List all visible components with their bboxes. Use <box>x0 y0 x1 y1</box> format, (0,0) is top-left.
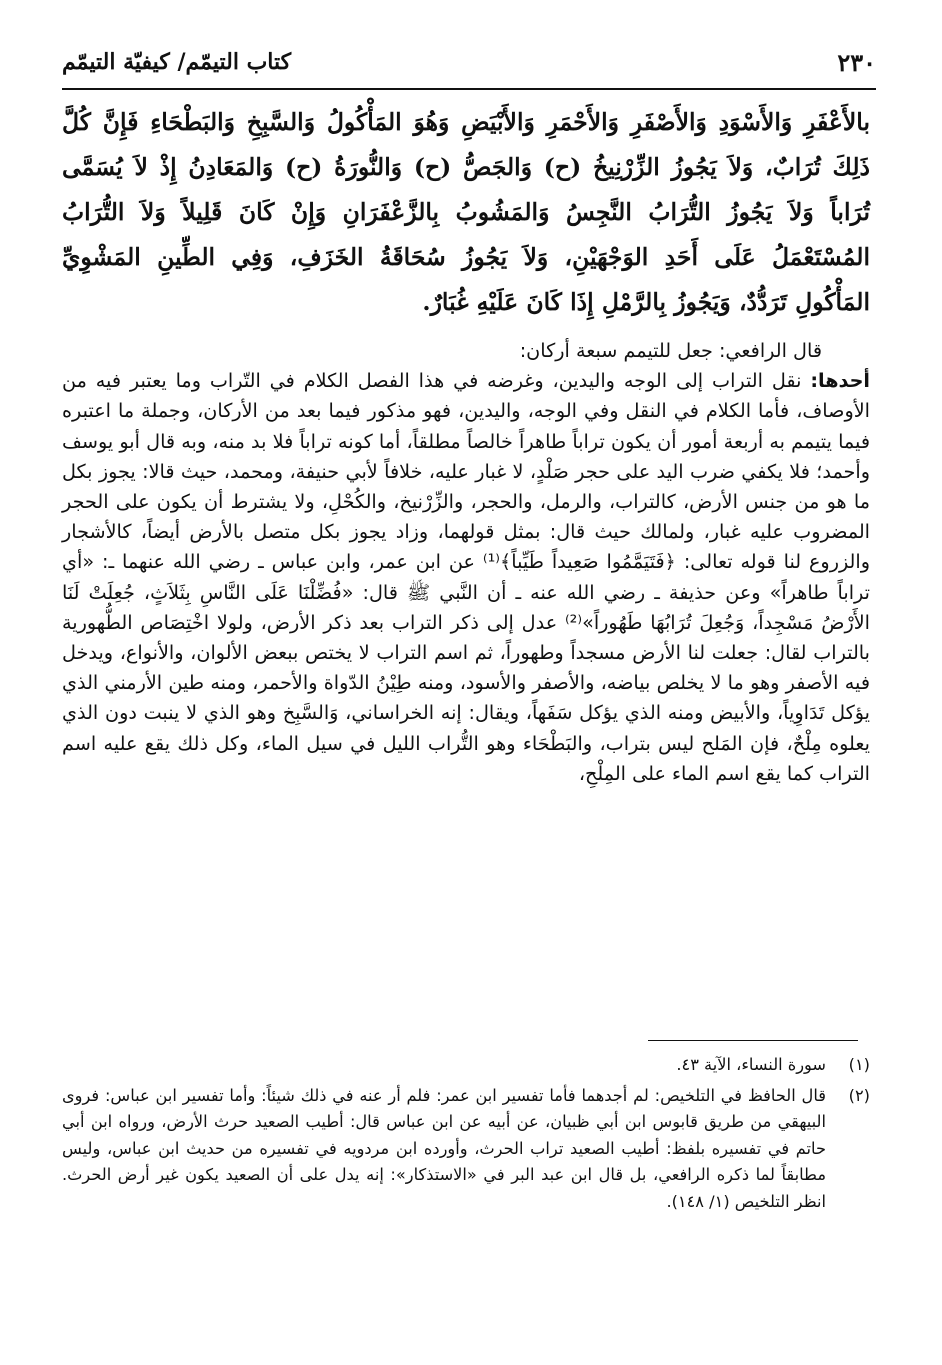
matn-text: بالأَعْفَرِ وَالأَسْوَدِ وَالأَصْفَرِ وَالأَحْمَرِ وَالأَبْيَضِ وَهُوَ المَأْكُولُ وَالسَّبِخِ وَالبَطْحَاءِ فَإِنَّ كُلَّ ذَلِكَ تُرَابٌ، وَلاَ يَجُوزُ الزِّرْنِيخُ (ح) وَالجَصُّ (ح) وَالنُّورَةُ (ح) وَالمَعَادِنُ إِذْ لاَ يُسَمَّى تُرَاباً وَلاَ يَجُوزُ التُّرَابُ النَّجِسُ وَالمَشُوبُ بِالزَّعْفَرَانِ وَإِنْ كَانَ قَلِيلاً وَلاَ التُّرَابُ المُسْتَعْمَلُ عَلَى أَحَدِ الوَجْهَيْنِ، وَلاَ يَجُوزُ سُحَاقَةُ الخَزَفِ، وَفِي الطِّينِ المَشْوِيِّ المَأْكُولِ تَرَدُّدٌ، وَيَجُوزُ بِالرَّمْلِ إِذَا كَانَ عَلَيْهِ غُبَارٌ. <box>62 108 870 316</box>
footnote-number: (٢) <box>848 1085 870 1105</box>
footnotes <box>62 1052 870 1219</box>
footnote-number: (١) <box>848 1055 870 1074</box>
sharh-paragraph <box>62 366 870 789</box>
running-header <box>62 42 876 82</box>
sharh-intro: قال الرافعي: جعل للتيمم سبعة أركان: <box>519 339 822 362</box>
sharh-commentary <box>62 336 870 789</box>
footnote-text: سورة النساء، الآية ٤٣. <box>676 1055 826 1074</box>
sharh-body: نقل التراب إلى الوجه واليدين، وغرضه في هذا الفصل الكلام في التّراب وما يعتبر فيه من الأوصاف، فأما الكلام في النقل وفي الوجه، واليدين، فهو مذكور فيما بعد من الأركان، وجملة ما اعتبره فيما يتيمم به أربعة أمور أن يكون تراباً طاهراً خالصاً مطلقاً، أما كونه تراباً فلا بد منه، وبه قال أبو يوسف وأحمد؛ فلا يكفي ضرب اليد على حجر صَلْدٍ، لا غبار عليه، خلافاً لأبي حنيفة، ومحمد، حيث قالا: يجوز بكل ما هو من جنس الأرض، كالتراب، والرمل، والحجر، والزِّرْنيخ، والكُحْلِ، ولا يشترط أن يكون على الحجر المضروب عليه غبار، ولمالك حيث قال: بمثل قولهما، وزاد يجوز بكل متصل بالأرض أيضاً، كالأشجار والزروع لنا قوله تعالى: ﴿فَتَيَمَّمُوا صَعِيداً طَيِّباً﴾⁽¹⁾ عن ابن عمر، وابن عباس ـ رضي الله عنهما ـ: «أي تراباً طاهراً» وعن حذيفة ـ رضي الله عنه ـ أن النَّبي ﷺ قال: «فُضِّلْنَا عَلَى النَّاسِ بِثَلاَثٍ، جُعِلَتْ لَنَا الأَرْضُ مَسْجِداً، وَجُعِلَ تُرَابُهَا طَهُوراً»⁽²⁾ عدل إلى ذكر التراب بعد ذكر الأرض، ولولا اخْتِصَاص الطُّهورية بالتراب لقال: جعلت لنا الأرض مسجداً وطهوراً، ثم اسم التراب لا يختص ببعض الألوان، والأنواع، ويدخل فيه الأصفر وهو ما لا يخلص بياضه، والأصفر والأسود، ومنه طِيْنُ الدّواة والأحمر، ومنه طين الأرمني الذي يؤكل تَدَاوِياً، والأبيض ومنه الذي يؤكل سَفَهاً، ويقال: إنه الخراساني، وَالسَّبِخ وهو الذي لا ينبت دون الذي يعلوه مِلْحٌ، فإن المَلح ليس بتراب، والبَطْحَاء وهو التُّراب الليل في سيل الماء، وكل ذلك يقع عليه اسم التراب كما يقع اسم الماء على المِلْحِ، <box>62 369 870 785</box>
sharh-lead-word: أحدها: <box>810 369 870 393</box>
header-divider <box>62 88 876 90</box>
footnote-2 <box>62 1083 870 1216</box>
footnote-divider <box>648 1040 858 1041</box>
footnote-text: قال الحافظ في التلخيص: لم أجدهما فأما تفسير ابن عمر: فلم أر عنه في ذلك شيئاً: وأما تفسير ابن عباس: فروى البيهقي من طريق قابوس ابن أبي ظبيان، عن أبيه عن ابن عباس قال: أطيب الصعيد حرث الأرض، ورواه ابن أبي حاتم في تفسيره بلفظ: أطيب الصعيد تراب الحرث، وأورده ابن مردويه في تفسيره من حديث ابن عباس، وليس مطابقاً لما ذكره الرافعي، بل قال ابن عبد البر في «الاستذكار»: إنه يدل على أن الصعيد يكون غير أرض الحرث. انظر التلخيص (١/ ١٤٨). <box>62 1085 826 1211</box>
header-title: كتاب التيمّم/ كيفيّة التيمّم <box>62 49 292 75</box>
footnote-1 <box>62 1052 870 1079</box>
page-number: ٢٣٠ <box>837 47 876 77</box>
